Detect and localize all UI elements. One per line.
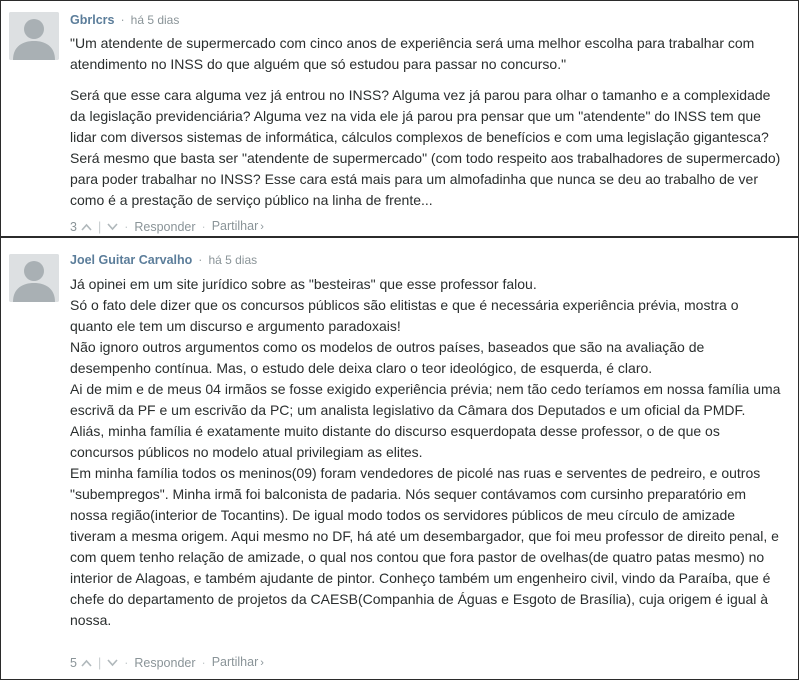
upvote-icon[interactable]: [81, 659, 92, 667]
comment-paragraph: Não ignoro outros argumentos como os modelos de outros países, baseados que são na avaliação de desempenho contínua. Mas, o estudo dele deixa claro o teor ideológico, de esquerda, é claro.: [70, 339, 705, 376]
downvote-icon[interactable]: [107, 659, 118, 667]
timestamp[interactable]: há 5 dias: [130, 13, 180, 27]
comment-paragraph: Será que esse cara alguma vez já entrou no INSS? Alguma vez já parou para olhar o tamanho e a complexidade da legislação previdenciária? Alguma vez na vida ele já parou pra pensar que um "atendente" do INSS tem que lidar com diversos sistemas de informática, cálculos complexos de benefícios e com uma legislação gigantesca? Será mesmo que basta ser "atendente de supermercado" (com todo respeito aos trabalhadores de supermercado) para poder trabalhar no INSS? Esse cara está mais para um almofadinha que nunca se deu ao trabalho de ver como é a prestação de serviço público na linha de frente...: [70, 87, 781, 208]
share-label: Partilhar: [211, 655, 259, 669]
share-button[interactable]: [212, 654, 264, 671]
footer-divider: |: [97, 219, 102, 234]
meta-separator: ·: [120, 13, 125, 27]
user-silhouette-icon: [9, 12, 59, 60]
upvote-icon[interactable]: [81, 223, 92, 231]
chevron-right-icon: ›: [260, 657, 264, 669]
comment-body: [70, 12, 782, 211]
meta-separator: ·: [198, 253, 203, 267]
comment-text: [70, 33, 782, 211]
comment: [1, 238, 798, 679]
footer-separator: ·: [124, 655, 129, 670]
footer-divider: |: [97, 655, 102, 670]
author-name[interactable]: Gbrlcrs: [70, 13, 115, 27]
comment-header: [70, 252, 782, 268]
comment-paragraph: Aliás, minha família é exatamente muito distante do discurso esquerdopata desse professor, o de que os concursos públicos no modelo atual privilegiam as elites.: [70, 423, 720, 460]
reply-button[interactable]: Responder: [134, 655, 196, 670]
comment-footer: [70, 218, 264, 235]
comment: [1, 1, 798, 236]
user-silhouette-icon: [9, 254, 59, 302]
comment-paragraph: "Um atendente de supermercado com cinco anos de experiência será uma melhor escolha para trabalhar com atendimento no INSS do que alguém que só estudou para passar no concurso.": [70, 35, 755, 72]
author-name[interactable]: Joel Guitar Carvalho: [70, 253, 193, 267]
comment-footer: [70, 654, 264, 671]
vote-count: 3: [70, 219, 77, 234]
share-button[interactable]: [212, 218, 264, 235]
avatar[interactable]: [9, 254, 59, 302]
chevron-right-icon: ›: [260, 221, 264, 233]
comment-paragraph: Ai de mim e de meus 04 irmãos se fosse exigido experiência prévia; nem tão cedo teríamos em nossa família uma escrivã da PF e um escrivão da PC; um analista legislativo da Câmara dos Deputados e um oficial da PMDF.: [70, 381, 781, 418]
comment-header: [70, 12, 782, 28]
comment-text: [70, 274, 782, 631]
downvote-icon[interactable]: [107, 223, 118, 231]
vote-count: 5: [70, 655, 77, 670]
share-label: Partilhar: [211, 219, 259, 233]
reply-button[interactable]: Responder: [134, 219, 196, 234]
footer-separator: ·: [124, 219, 129, 234]
footer-separator: ·: [201, 219, 206, 234]
comment-paragraph: Já opinei em um site jurídico sobre as "besteiras" que esse professor falou.: [70, 276, 537, 292]
comment-paragraph: Só o fato dele dizer que os concursos públicos são elitistas e que é necessária experiência prévia, mostra o quanto ele tem um discurso e argumento paradoxais!: [70, 297, 739, 334]
comment-body: [70, 252, 782, 631]
avatar[interactable]: [9, 12, 59, 60]
timestamp[interactable]: há 5 dias: [208, 253, 258, 267]
comment-paragraph: Em minha família todos os meninos(09) foram vendedores de picolé nas ruas e serventes de pedreiro, e outros "subempregos". Minha irmã foi balconista de padaria. Nós sequer contávamos com cursinho preparatório em nossa região(interior de Tocantins). De igual modo todos os servidores públicos de meu círculo de amizade tiveram a mesma origem. Aqui mesmo no DF, há até um desembargador, que foi meu professor de direito penal, e com quem tenho relação de amizade, o qual nos contou que fora pastor de ovelhas(de quatro patas mesmo) no interior de Alagoas, e também ajudante de pintor. Conheço também um engenheiro civil, vindo da Paraíba, que é chefe do departamento de projetos da CAESB(Companhia de Águas e Esgoto de Brasília), cuja origem é igual à nossa.: [70, 465, 779, 628]
footer-separator: ·: [201, 655, 206, 670]
